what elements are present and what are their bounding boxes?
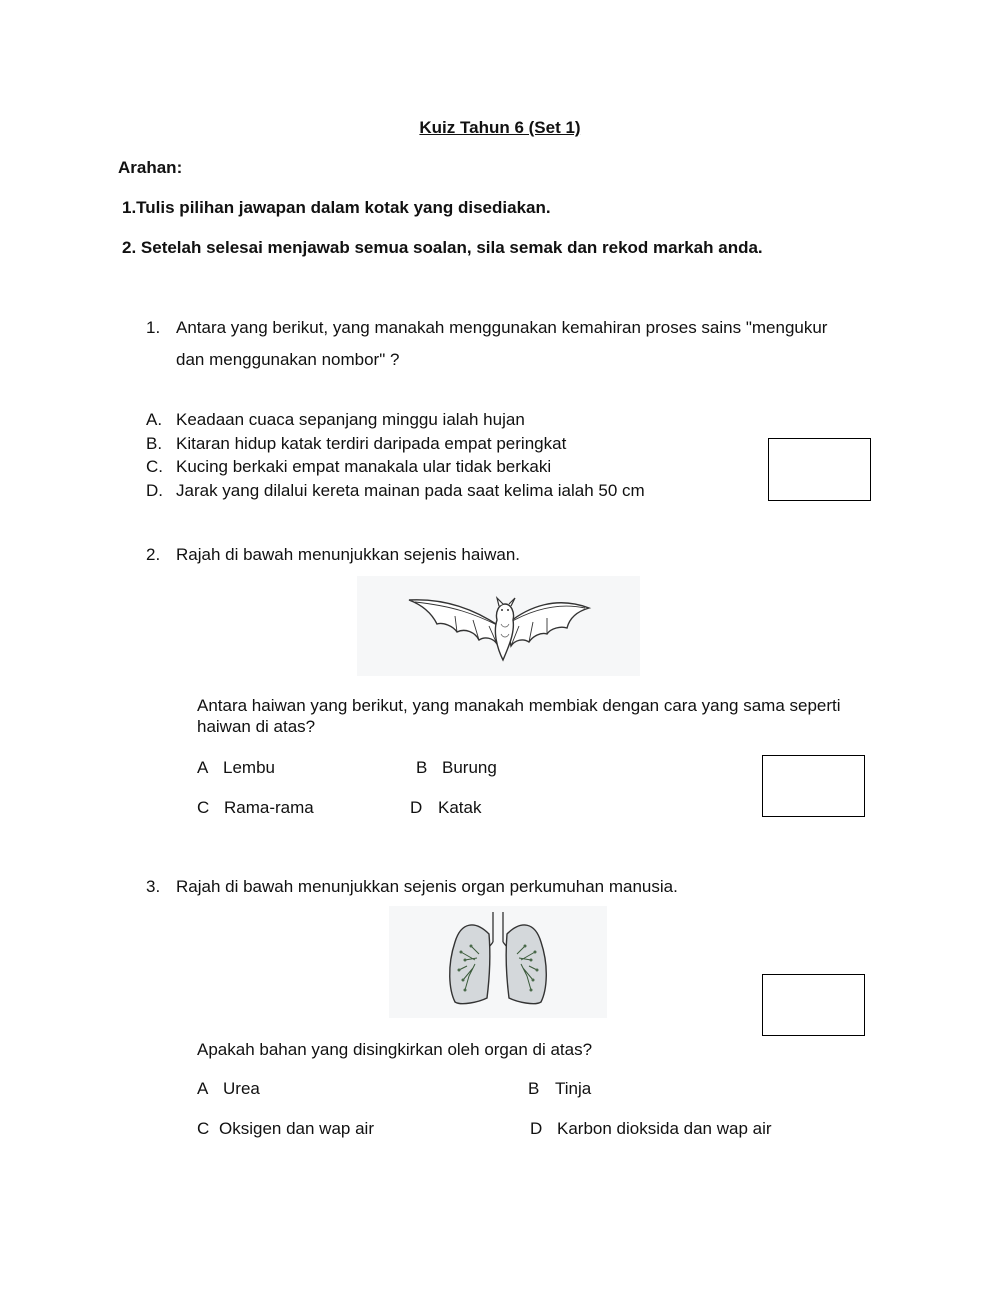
q2-option-b: Burung <box>442 758 497 777</box>
q2-option-c-letter: C <box>197 798 210 817</box>
q3-option-a: Urea <box>223 1079 260 1098</box>
lungs-icon <box>389 906 607 1018</box>
q3-option-d: Karbon dioksida dan wap air <box>557 1119 772 1138</box>
q2-option-b-letter: B <box>416 758 428 777</box>
q3-number: 3. <box>146 877 161 896</box>
instructions-heading: Arahan: <box>118 158 183 177</box>
q2-option-c: Rama-rama <box>224 798 314 817</box>
q2-option-d-letter: D <box>410 798 423 817</box>
q1-option-c: Kucing berkaki empat manakala ular tidak berkaki <box>176 457 552 476</box>
q2-number: 2. <box>146 545 161 564</box>
q1-option-a-letter: A. <box>146 410 163 429</box>
page-title: Kuiz Tahun 6 (Set 1) <box>419 118 581 137</box>
q2-question-line1: Antara haiwan yang berikut, yang manakah membiak dengan cara yang sama seperti <box>197 696 841 715</box>
q1-text-line2: dan menggunakan nombor" ? <box>176 350 400 369</box>
q2-option-d: Katak <box>438 798 482 817</box>
q3-option-b: Tinja <box>555 1079 592 1098</box>
q1-text-line1: Antara yang berikut, yang manakah menggunakan kemahiran proses sains "mengukur <box>176 318 828 337</box>
q3-option-c-letter: C <box>197 1119 210 1138</box>
q2-text: Rajah di bawah menunjukkan sejenis haiwan. <box>176 545 520 564</box>
q2-option-a-letter: A <box>197 758 209 777</box>
instruction-2: 2. Setelah selesai menjawab semua soalan, sila semak dan rekod markah anda. <box>122 238 763 257</box>
q1-option-c-letter: C. <box>146 457 163 476</box>
q1-option-d-letter: D. <box>146 481 163 500</box>
q2-question-line2: haiwan di atas? <box>197 717 316 736</box>
instruction-1: 1.Tulis pilihan jawapan dalam kotak yang disediakan. <box>122 198 551 217</box>
bat-image <box>357 576 640 676</box>
q3-question: Apakah bahan yang disingkirkan oleh organ di atas? <box>197 1040 593 1059</box>
q3-option-a-letter: A <box>197 1079 209 1098</box>
q2-option-a: Lembu <box>223 758 275 777</box>
q1-option-d: Jarak yang dilalui kereta mainan pada saat kelima ialah 50 cm <box>176 481 645 500</box>
q1-number: 1. <box>146 318 161 337</box>
q1-answer-box[interactable] <box>768 438 871 501</box>
q3-option-d-letter: D <box>530 1119 543 1138</box>
q1-option-a: Keadaan cuaca sepanjang minggu ialah hujan <box>176 410 525 429</box>
q2-answer-box[interactable] <box>762 755 865 817</box>
q3-text: Rajah di bawah menunjukkan sejenis organ perkumuhan manusia. <box>176 877 678 896</box>
q3-option-b-letter: B <box>528 1079 540 1098</box>
lungs-image <box>389 906 607 1018</box>
q3-option-c: Oksigen dan wap air <box>219 1119 374 1138</box>
q3-answer-box[interactable] <box>762 974 865 1036</box>
q1-option-b: Kitaran hidup katak terdiri daripada empat peringkat <box>176 434 567 453</box>
bat-icon <box>357 576 640 676</box>
q1-option-b-letter: B. <box>146 434 163 453</box>
